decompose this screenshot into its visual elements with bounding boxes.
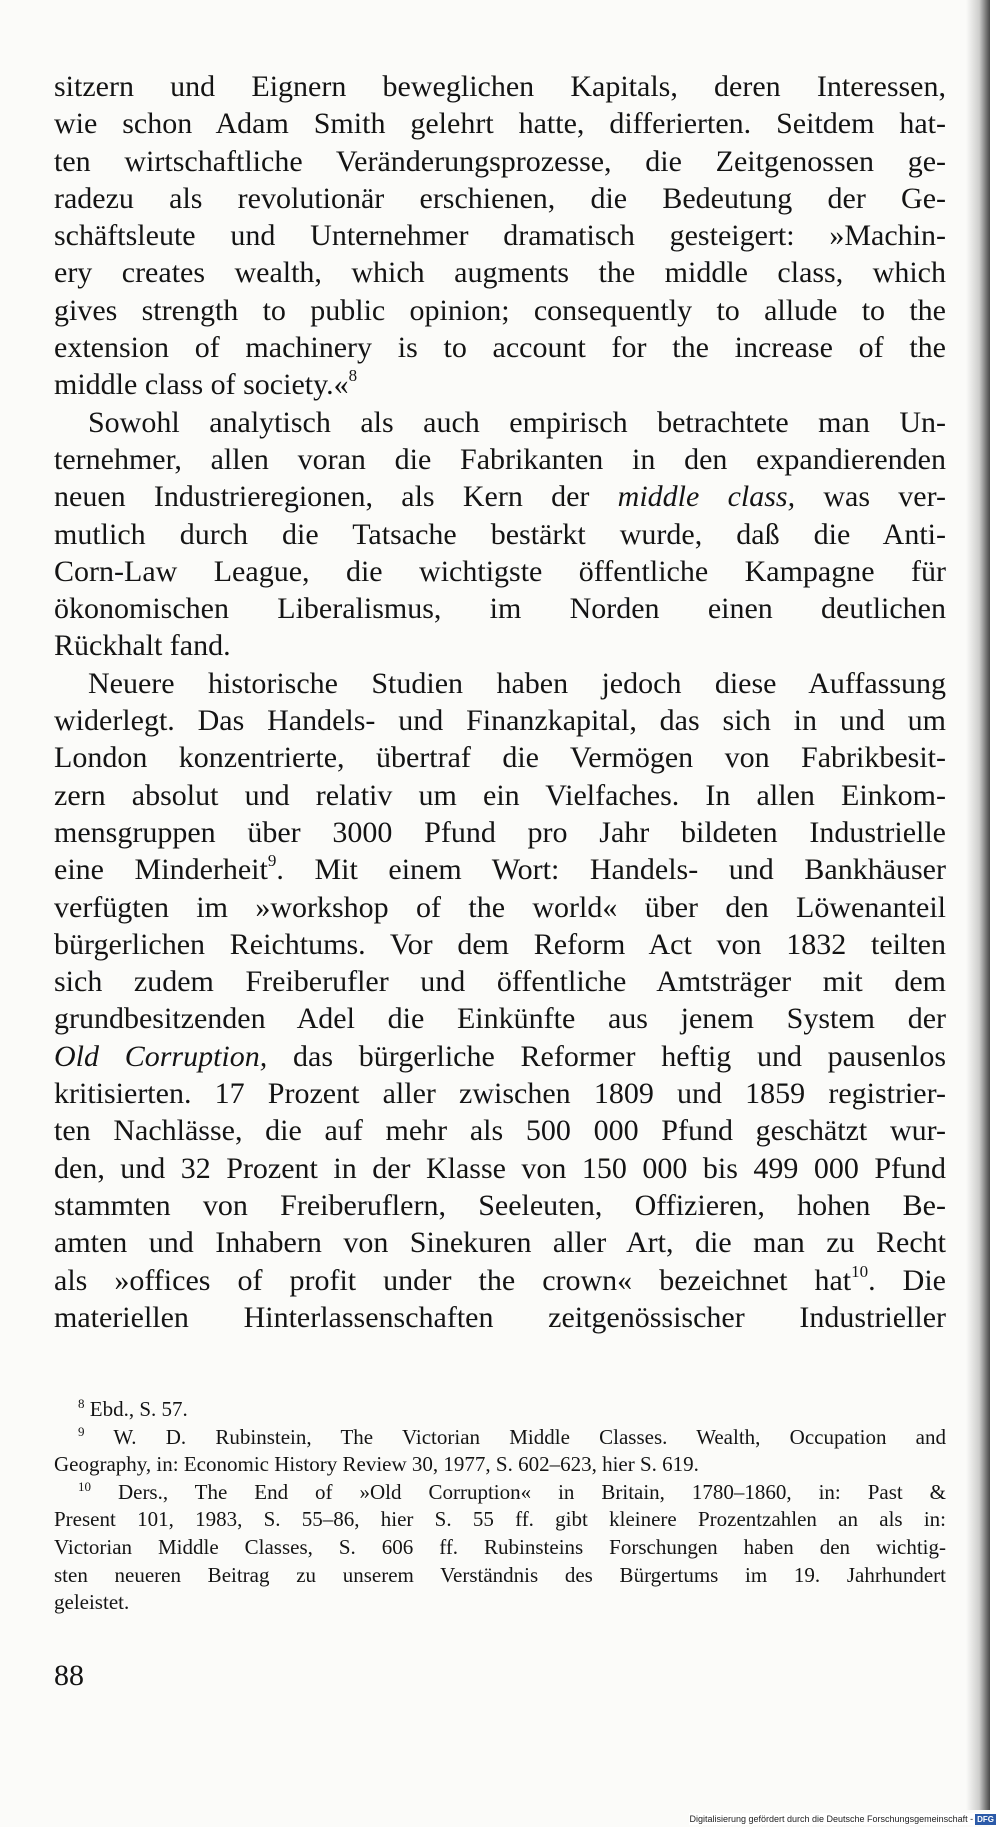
- dfg-logo: DFG: [977, 1814, 994, 1824]
- text-line: [54, 1262, 946, 1299]
- text-line: London konzentrierte, übertraf die Vermögen von Fabrikbesit-: [54, 741, 946, 775]
- paragraph-start: Sowohl analytisch als auch empirisch betrachtete man Un-: [88, 405, 946, 439]
- text-fragment: middle class of society.«: [54, 368, 349, 402]
- text-line: ten wirtschaftliche Veränderungsprozesse, die Zeitgenossen ge-: [54, 144, 946, 178]
- text-line: verfügten im »workshop of the world« über den Löwenanteil: [54, 890, 946, 924]
- text-line: [54, 1038, 946, 1075]
- text-line: bürgerlichen Reichtums. Vor dem Reform Act von 1832 teilten: [54, 927, 946, 961]
- text-fragment: eine Minderheit: [54, 853, 268, 887]
- footnote-text: W. D. Rubinstein, The Victorian Middle Classes. Wealth, Occupation and: [113, 1424, 946, 1449]
- text-fragment: was ver-: [795, 480, 946, 514]
- text-line: ery creates wealth, which augments the middle class, which: [54, 256, 946, 290]
- text-line: sich zudem Freiberufler und öffentliche Amtsträger mit dem: [54, 965, 946, 999]
- footnote-line: Present 101, 1983, S. 55–86, hier S. 55 ff. gibt kleinere Prozentzahlen an als in:: [54, 1507, 946, 1532]
- body-text: [54, 68, 946, 1336]
- digitization-credit: [689, 1813, 996, 1825]
- text-line: [54, 851, 946, 888]
- text-fragment: . Mit einem Wort: Handels- und Bankhäuser: [276, 853, 946, 887]
- credit-text: Digitalisierung gefördert durch die Deutsche Forschungsgemeinschaft -: [689, 1814, 974, 1824]
- text-line: widerlegt. Das Handels- und Finanzkapital, das sich in und um: [54, 704, 946, 738]
- paragraph-start: Neuere historische Studien haben jedoch diese Auffassung: [88, 666, 946, 700]
- text-line: den, und 32 Prozent in der Klasse von 150 000 bis 499 000 Pfund: [54, 1151, 946, 1185]
- text-fragment: als »offices of profit under the crown« bezeichnet hat: [54, 1263, 852, 1297]
- text-line: [54, 478, 946, 515]
- footnote-10: [54, 1479, 946, 1507]
- footnote-line: geleistet.: [54, 1590, 130, 1615]
- text-line: grundbesitzenden Adel die Einkünfte aus jenem System der: [54, 1002, 946, 1036]
- text-line: mutlich durch die Tatsache bestärkt wurde, daß die Anti-: [54, 517, 946, 551]
- text-line: extension of machinery is to account for the increase of the: [54, 331, 946, 365]
- page-edge-shadow: [966, 0, 990, 1810]
- footnote-number: 8: [78, 1396, 85, 1411]
- text-line: radezu als revolutionär erschienen, die Bedeutung der Ge-: [54, 181, 946, 215]
- text-line: stammten von Freiberuflern, Seeleuten, Offizieren, hohen Be-: [54, 1188, 946, 1222]
- text-fragment: neuen Industrieregionen, als Kern der: [54, 480, 618, 514]
- text-line: ökonomischen Liberalismus, im Norden einen deutlichen: [54, 592, 946, 626]
- footnote-number: 10: [78, 1478, 91, 1494]
- footnote-text: Ebd., S. 57.: [89, 1397, 188, 1421]
- text-fragment: das bürgerliche Reformer heftig und pausenlos: [267, 1039, 946, 1073]
- text-line: Corn-Law League, die wichtigste öffentliche Kampagne für: [54, 554, 946, 588]
- footnote-ref-10[interactable]: 10: [851, 1261, 869, 1281]
- text-line: ternehmer, allen voran die Fabrikanten in den expandierenden: [54, 442, 946, 476]
- text-line: Rückhalt fand.: [54, 629, 231, 663]
- text-line: materiellen Hinterlassenschaften zeitgenössischer Industrieller: [54, 1300, 946, 1334]
- text-line: [54, 366, 946, 403]
- footnote-ref-9[interactable]: 9: [267, 851, 277, 871]
- footnote-number: 9: [78, 1423, 85, 1439]
- footnote-9: [54, 1424, 946, 1452]
- footnotes: [54, 1396, 946, 1617]
- emphasis-old-corruption: Old Corruption,: [54, 1039, 268, 1073]
- text-line: amten und Inhabern von Sinekuren aller Art, die man zu Recht: [54, 1226, 946, 1260]
- text-line: wie schon Adam Smith gelehrt hatte, differierten. Seitdem hat-: [54, 107, 946, 141]
- text-line: ten Nachlässe, die auf mehr als 500 000 Pfund geschätzt wur-: [54, 1114, 946, 1148]
- footnote-line: Geography, in: Economic History Review 30, 1977, S. 602–623, hier S. 619.: [54, 1452, 699, 1477]
- page-number: 88: [54, 1659, 84, 1692]
- text-line: mensgruppen über 3000 Pfund pro Jahr bildeten Industrielle: [54, 815, 946, 849]
- footnote-text: Ders., The End of »Old Corruption« in Britain, 1780–1860, in: Past &: [117, 1479, 946, 1504]
- footnote-ref-8[interactable]: 8: [348, 366, 358, 386]
- text-line: sitzern und Eignern beweglichen Kapitals, deren Interessen,: [54, 70, 946, 103]
- footnote-line: sten neueren Beitrag zu unserem Verständnis des Bürgertums im 19. Jahrhundert: [54, 1562, 946, 1587]
- text-fragment: . Die: [868, 1263, 946, 1297]
- footnote-line: Victorian Middle Classes, S. 606 ff. Rubinsteins Forschungen haben den wichtig-: [54, 1534, 946, 1559]
- footnote-8: [54, 1396, 946, 1424]
- text-line: kritisierten. 17 Prozent aller zwischen 1809 und 1859 registrier-: [54, 1077, 946, 1111]
- text-line: schäftsleute und Unternehmer dramatisch gesteigert: »Machin-: [54, 219, 946, 253]
- text-line: gives strength to public opinion; consequently to allude to the: [54, 293, 946, 327]
- emphasis-middle-class: middle class,: [617, 480, 796, 514]
- text-line: zern absolut und relativ um ein Vielfaches. In allen Einkom-: [54, 778, 946, 812]
